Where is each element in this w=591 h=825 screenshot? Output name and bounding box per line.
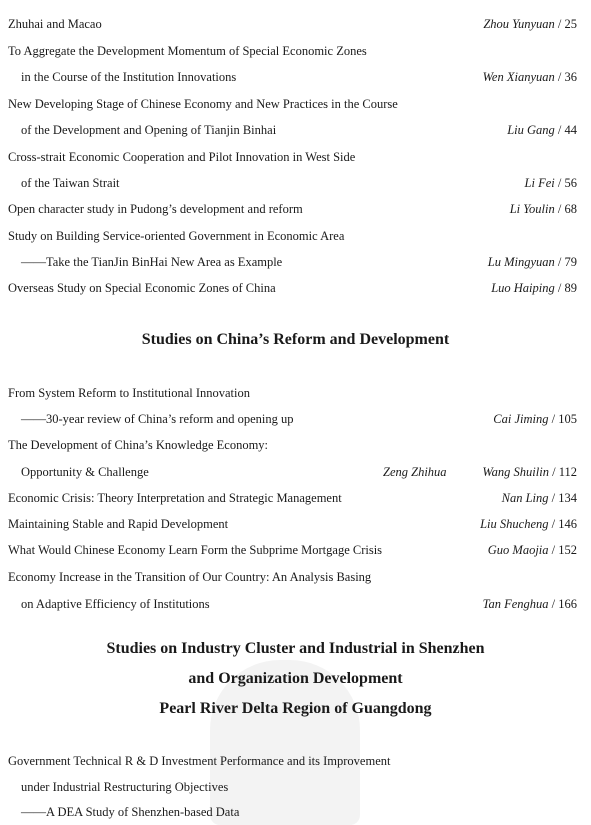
toc-entry-line[interactable]	[0, 462, 591, 482]
entry-page-number: 166	[558, 597, 577, 611]
entry-title: in the Course of the Institution Innovations	[21, 70, 237, 84]
entry-author: Zhou Yunyuan	[483, 17, 555, 31]
entry-title: Economic Crisis: Theory Interpretation and Strategic Management	[8, 491, 342, 505]
page-separator: /	[548, 491, 559, 505]
toc-entry-line[interactable]	[0, 173, 591, 193]
entry-title: under Industrial Restructuring Objectives	[21, 780, 229, 794]
entry-title: on Adaptive Efficiency of Institutions	[21, 597, 210, 611]
toc-entry-line[interactable]	[0, 226, 591, 246]
toc-entry-line[interactable]	[0, 777, 591, 797]
page-separator: /	[554, 70, 565, 84]
entry-author: Lu Mingyuan	[487, 255, 555, 269]
toc-entry-line[interactable]	[0, 14, 591, 34]
entry-title: Cross-strait Economic Cooperation and Pilot Innovation in West Side	[8, 150, 356, 164]
entry-page-number: 68	[564, 202, 577, 216]
entry-author-page	[488, 540, 577, 560]
entry-title: ——30-year review of China’s reform and opening up	[21, 412, 294, 426]
section-heading: Studies on China’s Reform and Development	[141, 331, 450, 348]
page-separator: /	[548, 517, 559, 531]
entry-page-number: 44	[564, 123, 577, 137]
entry-title: Zhuhai and Macao	[8, 17, 102, 31]
toc-entry-line[interactable]	[0, 147, 591, 167]
entry-author-page	[502, 488, 577, 508]
toc-entry-line[interactable]	[0, 540, 591, 560]
entry-author: Wang Shuilin	[482, 465, 549, 479]
entry-author: Tan Fenghua	[482, 597, 549, 611]
page-separator: /	[554, 123, 565, 137]
entry-page-number: 89	[564, 281, 577, 295]
entry-author-page	[510, 199, 577, 219]
entry-author-page	[483, 594, 577, 614]
toc-entry-line[interactable]	[0, 383, 591, 403]
page-separator: /	[548, 597, 559, 611]
section-heading: Studies on Industry Cluster and Industrial in Shenzhen	[106, 640, 485, 657]
entry-author-page	[525, 173, 577, 193]
entry-title: What Would Chinese Economy Learn Form the Subprime Mortgage Crisis	[8, 543, 383, 557]
toc-entry-line[interactable]	[0, 435, 591, 455]
entry-page-number: 79	[564, 255, 577, 269]
toc-entry-line[interactable]	[0, 802, 591, 822]
entry-page-number: 112	[558, 465, 577, 479]
toc-entry-line[interactable]	[0, 199, 591, 219]
entry-page-number: 36	[564, 70, 577, 84]
page-separator: /	[548, 465, 559, 479]
entry-page-number: 134	[558, 491, 577, 505]
toc-entry-line[interactable]	[0, 67, 591, 87]
page-separator: /	[554, 281, 565, 295]
toc-entry-line[interactable]	[0, 41, 591, 61]
entry-title: of the Development and Opening of Tianjin Binhai	[21, 123, 277, 137]
entry-title: ——A DEA Study of Shenzhen-based Data	[21, 805, 240, 819]
entry-title: Government Technical R & D Investment Performance and its Improvement	[8, 754, 391, 768]
page-separator: /	[554, 255, 565, 269]
entry-page-number: 105	[558, 412, 577, 426]
entry-title: Study on Building Service-oriented Government in Economic Area	[8, 229, 345, 243]
toc-entry-line[interactable]	[0, 488, 591, 508]
toc-entry-line[interactable]	[0, 252, 591, 272]
entry-title: To Aggregate the Development Momentum of Special Economic Zones	[8, 44, 367, 58]
entry-author: Li Fei	[524, 176, 555, 190]
entry-author: Cai Jiming	[493, 412, 549, 426]
toc-entry-line[interactable]	[0, 409, 591, 429]
entry-author-page	[488, 252, 577, 272]
entry-title: of the Taiwan Strait	[21, 176, 120, 190]
entry-title: New Developing Stage of Chinese Economy and New Practices in the Course	[8, 97, 398, 111]
entry-coauthor: Zeng Zhihua	[383, 465, 447, 479]
entry-author-page	[480, 514, 577, 534]
entry-title: ——Take the TianJin BinHai New Area as Example	[21, 255, 283, 269]
entry-title: The Development of China’s Knowledge Economy:	[8, 438, 269, 452]
entry-author: Nan Ling	[501, 491, 549, 505]
entry-author-page	[493, 409, 577, 429]
toc-entry-line[interactable]	[0, 94, 591, 114]
page-separator: /	[548, 543, 559, 557]
section-heading: Pearl River Delta Region of Guangdong	[159, 700, 432, 717]
entry-title: Overseas Study on Special Economic Zones of China	[8, 281, 276, 295]
entry-author-page	[483, 67, 577, 87]
toc-entry-line[interactable]	[0, 567, 591, 587]
toc-entry-line[interactable]	[0, 278, 591, 298]
entry-page-number: 152	[558, 543, 577, 557]
entry-author: Luo Haiping	[491, 281, 555, 295]
page-separator: /	[554, 202, 565, 216]
toc-entry-line[interactable]	[0, 594, 591, 614]
entry-author: Wen Xianyuan	[482, 70, 555, 84]
entry-author: Li Youlin	[509, 202, 555, 216]
entry-page-number: 56	[564, 176, 577, 190]
entry-title: Maintaining Stable and Rapid Development	[8, 517, 229, 531]
toc-entry-line[interactable]	[0, 120, 591, 140]
entry-title: Opportunity & Challenge	[21, 465, 149, 479]
entry-author-page	[507, 120, 577, 140]
entry-author-page	[483, 14, 577, 34]
entry-author-page	[482, 462, 577, 482]
section-heading: and Organization Development	[188, 670, 403, 687]
page-separator: /	[554, 176, 565, 190]
page-separator: /	[548, 412, 559, 426]
entry-author-page	[491, 278, 577, 298]
entry-title: From System Reform to Institutional Innovation	[8, 386, 250, 400]
entry-page-number: 25	[564, 17, 577, 31]
entry-author: Liu Shucheng	[480, 517, 549, 531]
entry-title: Economy Increase in the Transition of Our Country: An Analysis Basing	[8, 570, 372, 584]
entry-page-number: 146	[558, 517, 577, 531]
page-separator: /	[554, 17, 565, 31]
entry-author: Liu Gang	[507, 123, 555, 137]
entry-title: Open character study in Pudong’s development and reform	[8, 202, 303, 216]
entry-author: Guo Maojia	[487, 543, 549, 557]
toc-entry-line[interactable]	[0, 751, 591, 771]
toc-entry-line[interactable]	[0, 514, 591, 534]
